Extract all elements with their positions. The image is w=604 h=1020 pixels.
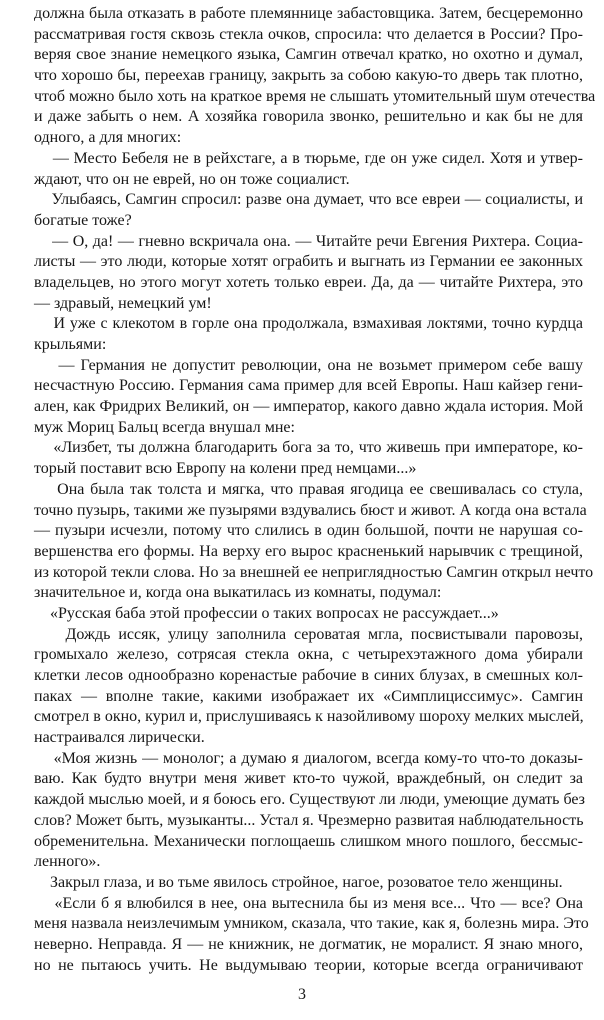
text-line: торый поставит всю Европу на колени пред немцами...»: [34, 460, 417, 478]
text-line: но не пытаюсь учить. Не выдумываю теории, которые всегда ограничивают: [34, 956, 583, 974]
text-line: богатые тоже?: [34, 211, 132, 229]
text-line: что хорошо бы, переехав границу, закрыть за собою какую-то дверь так плотно,: [34, 67, 583, 85]
text-line: листы — это люди, которые хотят ограбить и выгнать из Германии ее законных: [34, 253, 583, 271]
text-line: меня назвала неизлечимым умником, сказала, что такие, как я, болезнь мира. Это: [34, 915, 589, 933]
body-text: [34, 4, 596, 976]
text-line: несчастную Россию. Германия сама пример для всей Европы. Наш кайзер гени-: [34, 377, 583, 395]
text-line: обременительна. Механически поглощаешь слишком много пошлого, бессмыс-: [34, 832, 583, 850]
text-line: рассматривая гостя сквозь стекла очков, спросила: что делается в России? Про-: [34, 25, 583, 43]
text-line: Она была так толста и мягка, что правая ягодица ее свешивалась со стула,: [34, 480, 583, 498]
text-line: из которой текли слова. Но за внешней ее неприглядностью Самгин открыл нечто: [34, 563, 594, 581]
text-line: — Германия не допустит революции, она не возьмет примером себе вашу: [34, 356, 583, 374]
text-line: Закрыл глаза, и во тьме явилось стройное, нагое, розоватое тело женщины.: [34, 873, 563, 891]
text-line: — пузыри исчезли, потому что слились в один большой, почти не нарушая со-: [34, 522, 583, 540]
text-line: точно пузырь, такими же пузырями вздувались бюст и живот. А когда она встала: [34, 501, 587, 519]
text-line: — О, да! — гневно вскричала она. — Читайте речи Евгения Рихтера. Социа-: [34, 232, 583, 250]
text-line: громыхало железо, сотрясая стекла окна, с четырехэтажного дома убирали: [34, 646, 583, 664]
text-line: ален, как Фридрих Великий, он — император, какого давно ждала история. Мой: [34, 398, 583, 416]
text-line: значительное и, когда она выкатилась из комнаты, подумал:: [34, 584, 442, 602]
text-line: Улыбаясь, Самгин спросил: разве она думает, что все евреи — социалисты, и: [34, 191, 583, 209]
text-line: муж Мориц Бальц всегда внушал мне:: [34, 418, 295, 436]
text-line: крыльями:: [34, 336, 107, 353]
text-line: — Место Бебеля не в рейхстаге, а в тюрьме, где он уже сидел. Хотя и утвер-: [34, 149, 583, 167]
text-line: веряя свое знание немецкого языка, Самгин отвечал кратко, но охотно и думал,: [34, 46, 583, 64]
text-line: ждают, что он не еврей, но он тоже социалист.: [34, 170, 350, 188]
text-line: должна была отказать в работе племяннице забастовщика. Затем, бесцеремонно: [34, 5, 583, 22]
text-line: «Русская баба этой профессии о таких вопросах не рассуждает...»: [34, 604, 499, 622]
text-line: и даже забыть о нем. А хозяйка говорила звонко, решительно и как бы не для: [34, 108, 583, 126]
text-line: «Лизбет, ты должна благодарить бога за то, что живешь при императоре, ко-: [34, 439, 583, 457]
text-line: — здравый, немецкий ум!: [34, 294, 212, 312]
text-line: вершенства его формы. На верху его вырос красненький нарывчик с трещиной,: [34, 542, 583, 560]
text-line: И уже с клекотом в горле она продолжала, взмахивая локтями, точно курдца: [34, 315, 583, 333]
text-line: Дождь иссяк, улицу заполнила сероватая мгла, посвистывали паровозы,: [34, 625, 583, 643]
text-line: чтоб можно было хоть на краткое время не слышать утомительный шум отечества: [34, 87, 596, 105]
text-line: «Моя жизнь — монолог; а думаю я диалогом, всегда кому-то что-то доказы-: [34, 749, 583, 767]
text-line: настраивался лирически.: [34, 729, 205, 747]
page-number: 3: [298, 986, 306, 1003]
text-line: паках — вполне такие, какими изображает их «Симплициссимус». Самгин: [34, 687, 583, 705]
text-line: владельцев, но этого могут хотеть только евреи. Да, да — читайте Рихтера, это: [34, 273, 583, 291]
text-line: «Если б я влюбился в нее, она вытеснила бы из меня все... Что — все? Она: [34, 894, 583, 912]
text-line: ленного».: [34, 853, 101, 871]
text-line: смотрел в окно, курил и, прислушиваясь к назойливому шороху мелких мыслей,: [34, 708, 584, 726]
text-line: одного, а для многих:: [34, 129, 182, 147]
text-line: ваю. Как будто внутри меня живет кто-то чужой, враждебный, он следит за: [34, 770, 583, 788]
text-line: каждой мыслью моей, и я боюсь его. Существуют ли люди, умеющие думать без: [34, 791, 585, 809]
text-line: клетки лесов однообразно коренастые рабочие в синих блузах, в смешных кол-: [34, 667, 583, 684]
text-line: слов? Может быть, музыканты... Устал я. Чрезмерно развитая наблюдательность: [34, 811, 584, 829]
text-line: неверно. Неправда. Я — не книжник, не догматик, не моралист. Я знаю много,: [34, 935, 583, 953]
